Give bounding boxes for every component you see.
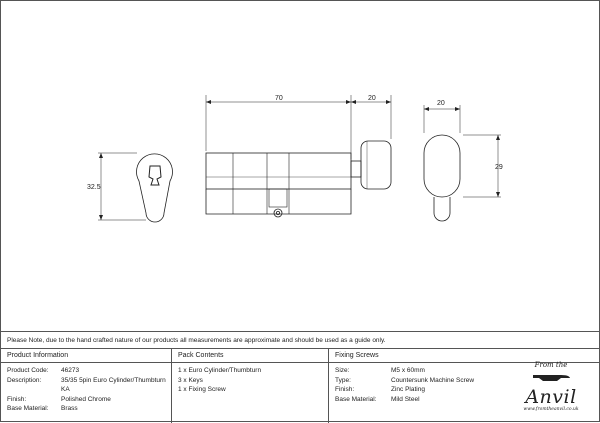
info-row — [7, 395, 171, 405]
screw-label: Finish: — [335, 386, 355, 393]
info-label: Description: — [7, 376, 42, 384]
info-label: Product Code: — [7, 367, 49, 374]
screw-label: Size: — [335, 367, 350, 374]
info-label: Finish: — [7, 395, 27, 403]
logo-from-text: From the — [534, 361, 568, 369]
height-label: 29 — [495, 164, 503, 171]
screw-value: Zinc Plating — [391, 386, 425, 393]
screw-row — [335, 376, 510, 386]
front-height-label: 32.5 — [87, 184, 101, 191]
length-label: 70 — [275, 95, 283, 102]
product-information-panel — [1, 349, 172, 423]
screw-row — [335, 366, 510, 376]
info-row — [7, 376, 171, 395]
turn-length-label: 20 — [368, 95, 376, 102]
logo-name: Anvil — [525, 386, 577, 408]
pack-item: 3 x Keys — [178, 376, 203, 384]
info-value: Brass — [61, 405, 78, 412]
end-view — [424, 135, 460, 221]
disclaimer-note: Please Note, due to the hand crafted nature of our products all measurements are approximate and should be used as a guide only. — [1, 331, 599, 348]
product-information-title: Product Information — [1, 349, 171, 363]
side-width-label: 20 — [437, 100, 445, 107]
info-value: 46273 — [61, 367, 80, 374]
pack-contents-panel — [172, 349, 329, 423]
screw-label: Base Material: — [335, 395, 377, 403]
info-value: Polished Chrome — [61, 395, 111, 403]
screw-row — [335, 385, 510, 395]
screw-value: Countersunk Machine Screw — [391, 376, 475, 384]
technical-drawing — [1, 1, 600, 331]
info-value: 35/35 5pin Euro Cylinder/Thumbturn KA — [61, 376, 166, 393]
logo-url: www.fromtheanvil.co.uk — [523, 407, 579, 412]
screw-label: Type: — [335, 376, 351, 384]
screw-value: Mild Steel — [391, 395, 420, 403]
anvil-icon — [531, 374, 571, 382]
pack-item: 1 x Fixing Screw — [178, 386, 226, 393]
fixing-screws-title: Fixing Screws — [329, 349, 599, 363]
pack-item: 1 x Euro Cylinder/Thumbturn — [178, 367, 262, 374]
screw-value: M5 x 60mm — [391, 367, 425, 374]
side-view — [206, 141, 391, 217]
info-label: Base Material: — [7, 405, 49, 412]
info-row — [7, 404, 171, 414]
info-table — [1, 348, 599, 423]
length-dimension — [206, 95, 391, 159]
pack-contents-title: Pack Contents — [172, 349, 328, 363]
screw-row — [335, 395, 510, 405]
fixing-screws-panel — [329, 349, 599, 423]
front-view — [136, 154, 172, 222]
anvil-logo — [511, 361, 591, 421]
end-width-dimension — [424, 105, 460, 133]
info-row — [7, 366, 171, 376]
